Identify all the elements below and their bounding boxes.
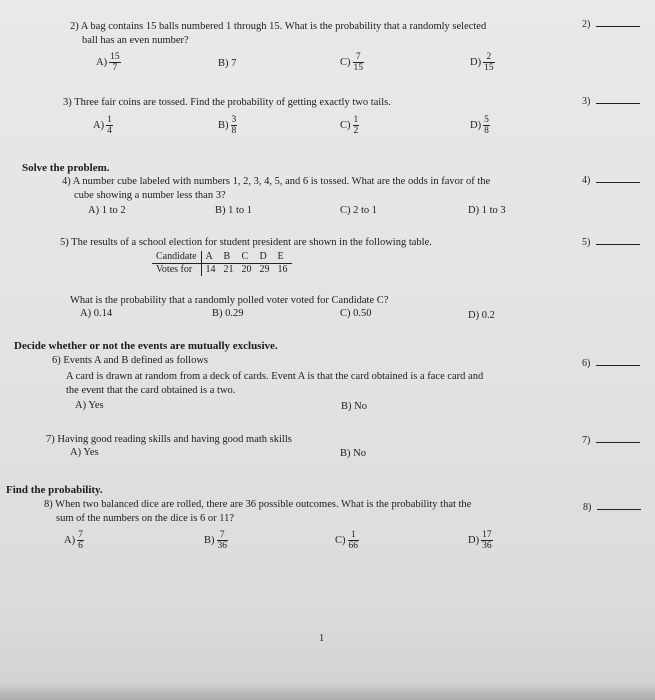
q6-blank[interactable] — [596, 356, 640, 366]
numerator: 7 — [353, 52, 365, 63]
table-row — [152, 264, 292, 277]
denominator: 66 — [348, 541, 358, 551]
q4-option-b: B) 1 to 1 — [215, 205, 253, 216]
q3-answer-slot — [582, 94, 640, 107]
denominator: 15 — [484, 63, 494, 73]
denominator: 15 — [353, 63, 363, 73]
q8-blank[interactable] — [597, 500, 641, 510]
q3-option-b — [218, 115, 237, 136]
q3-option-a — [93, 115, 113, 136]
q4-blank[interactable] — [596, 173, 640, 183]
q2-option-b: B) 7 — [218, 58, 237, 69]
q4-option-d: D) 1 to 3 — [468, 205, 506, 216]
q7-text: 7) Having good reading skills and having good math skills — [46, 434, 292, 445]
option-letter: D) — [468, 534, 480, 546]
q2-option-c — [340, 52, 364, 73]
option-letter: D) — [470, 119, 482, 131]
section-heading-solve: Solve the problem. — [22, 162, 110, 174]
table-cell: D — [256, 251, 274, 264]
q6-option-a: A) Yes — [75, 400, 104, 411]
q4-text-line1: 4) A number cube labeled with numbers 1, 2, 3, 4, 5, and 6 is tossed. What are the odds in favor of the — [62, 176, 491, 187]
fraction — [106, 115, 113, 136]
q8-option-a — [64, 530, 84, 551]
fraction — [353, 52, 365, 73]
q3-number: 3) — [582, 96, 591, 107]
fraction — [231, 115, 238, 136]
q7-option-a: A) Yes — [70, 447, 99, 458]
denominator: 2 — [353, 126, 359, 136]
q4-number: 4) — [582, 175, 591, 186]
numerator: 7 — [78, 530, 83, 540]
q5-text: 5) The results of a school election for student president are shown in the following table. — [60, 237, 432, 248]
numerator: 2 — [483, 52, 495, 63]
table-cell: 20 — [241, 264, 252, 275]
fraction — [483, 115, 490, 136]
q6-line3: the event that the card obtained is a two. — [66, 385, 236, 396]
q2-number: 2) — [582, 19, 591, 30]
q5-question: What is the probability that a randomly polled voter voted for Candidate C? — [70, 295, 389, 306]
table-row-label: Votes for — [152, 264, 201, 277]
section-heading-find-probability: Find the probability. — [6, 484, 103, 496]
numerator: 1 — [353, 115, 359, 125]
table-cell: 21 — [223, 264, 234, 275]
q5-option-c: C) 0.50 — [340, 308, 372, 319]
q3-option-d — [470, 115, 490, 136]
q3-option-c — [340, 115, 359, 136]
q8-answer-slot — [583, 500, 641, 513]
q5-option-a: A) 0.14 — [80, 308, 113, 319]
numerator: 7 — [217, 530, 229, 541]
q8-text-line2: sum of the numbers on the dice is 6 or 11? — [56, 513, 235, 524]
denominator: 36 — [217, 541, 227, 551]
q6-line2: A card is drawn at random from a deck of cards. Event A is that the card obtained is a face card and — [66, 371, 484, 382]
votes-table — [152, 251, 292, 276]
numerator: 15 — [110, 52, 120, 62]
q2-answer-slot — [582, 17, 640, 30]
q7-option-b: B) No — [340, 448, 366, 459]
fraction — [481, 530, 493, 551]
q5-option-d: D) 0.2 — [468, 310, 495, 321]
denominator: 7 — [112, 63, 118, 73]
q3-text: 3) Three fair coins are tossed. Find the probability of getting exactly two tails. — [63, 97, 391, 108]
denominator: 4 — [107, 126, 112, 136]
q2-option-d — [470, 52, 495, 73]
denominator: 36 — [482, 541, 492, 551]
table-cell: E — [274, 251, 292, 264]
q4-text-line2: cube showing a number less than 3? — [74, 190, 226, 201]
table-cell: C — [238, 251, 256, 264]
table-cell: 16 — [277, 264, 288, 275]
q6-line1: 6) Events A and B defined as follows — [52, 355, 209, 366]
page-bottom-shadow — [0, 682, 655, 700]
q8-number: 8) — [583, 502, 592, 513]
q7-number: 7) — [582, 435, 591, 446]
denominator: 8 — [231, 126, 237, 136]
denominator: 8 — [484, 126, 489, 136]
fraction — [348, 530, 360, 551]
q6-answer-slot — [582, 356, 640, 369]
numerator: 1 — [348, 530, 360, 541]
q8-text-line1: 8) When two balanced dice are rolled, there are 36 possible outcomes. What is the probability that the — [44, 499, 472, 510]
numerator: 5 — [484, 115, 489, 125]
fraction — [353, 115, 360, 136]
option-letter: B) — [204, 534, 215, 546]
q5-answer-slot — [582, 235, 640, 248]
table-cell: 14 — [205, 264, 216, 275]
q4-option-c: C) 2 to 1 — [340, 205, 378, 216]
q2-text-line1: 2) A bag contains 15 balls numbered 1 through 15. What is the probability that a randomly selected — [70, 21, 487, 32]
table-cell: A — [201, 251, 220, 264]
fraction — [217, 530, 229, 551]
fraction — [483, 52, 495, 73]
q5-option-b: B) 0.29 — [212, 308, 244, 319]
q8-option-b — [204, 530, 228, 551]
q4-option-a: A) 1 to 2 — [88, 205, 126, 216]
option-letter: C) — [340, 119, 351, 131]
table-row — [152, 251, 292, 264]
option-letter: C) — [335, 534, 346, 546]
numerator: 1 — [107, 115, 112, 125]
q8-option-c — [335, 530, 359, 551]
option-letter: A) — [96, 56, 108, 68]
option-letter: B) — [218, 119, 229, 131]
q3-blank[interactable] — [596, 94, 640, 104]
q7-blank[interactable] — [596, 433, 640, 443]
table-row-label: Candidate — [152, 251, 201, 264]
q2-option-a — [96, 52, 121, 73]
fraction — [77, 530, 84, 551]
option-letter: A) — [64, 534, 76, 546]
q4-answer-slot — [582, 173, 640, 186]
table-cell: 29 — [259, 264, 270, 275]
table-cell: B — [220, 251, 238, 264]
numerator: 3 — [231, 115, 237, 125]
section-heading-mutually-exclusive: Decide whether or not the events are mutually exclusive. — [14, 340, 278, 352]
q8-option-d — [468, 530, 493, 551]
q7-answer-slot — [582, 433, 640, 446]
numerator: 17 — [482, 530, 492, 540]
fraction — [109, 52, 121, 73]
q2-blank[interactable] — [596, 17, 640, 27]
q2-text-line2: ball has an even number? — [82, 35, 189, 46]
option-letter: A) — [93, 119, 105, 131]
q5-number: 5) — [582, 237, 591, 248]
page-number: 1 — [319, 633, 325, 644]
option-letter: C) — [340, 56, 351, 68]
q6-option-b: B) No — [341, 401, 367, 412]
denominator: 6 — [78, 541, 83, 551]
q6-number: 6) — [582, 358, 591, 369]
q5-blank[interactable] — [596, 235, 640, 245]
option-letter: D) — [470, 56, 482, 68]
